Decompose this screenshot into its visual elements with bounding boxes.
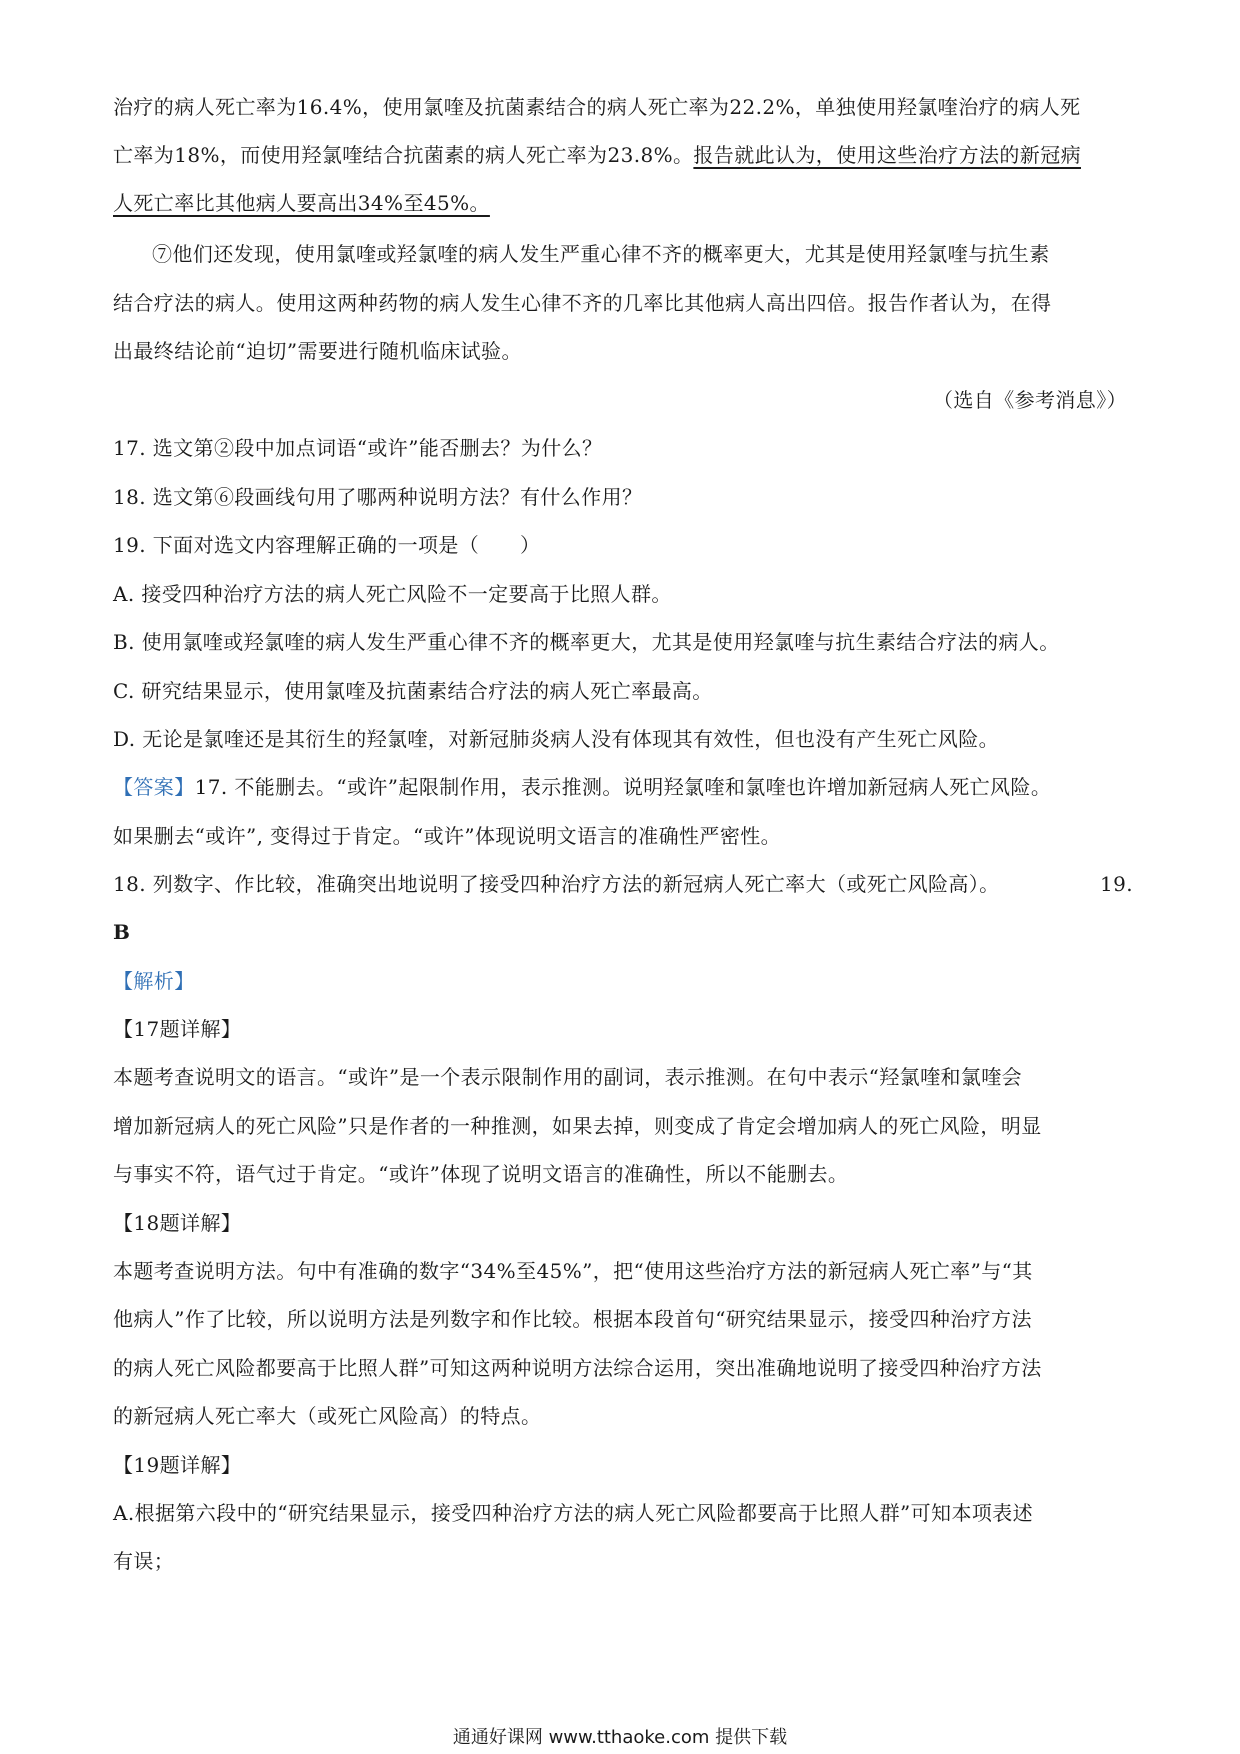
analysis-text: 与事实不符，语气过于肯定。“或许”体现了说明文语言的准确性，所以不能删去。	[113, 1162, 849, 1186]
source-citation: （选自《参考消息》）	[933, 388, 1127, 412]
option-a: A. 接受四种治疗方法的病人死亡风险不一定要高于比照人群。	[113, 582, 672, 606]
page-footer: 通通好课网 www.tthaoke.com 提供下载	[452, 1727, 788, 1748]
answer-line	[113, 869, 1133, 899]
option-c: C. 研究结果显示，使用氯喹及抗菌素结合疗法的病人死亡率最高。	[113, 679, 713, 703]
analysis-text: 他病人”作了比较，所以说明方法是列数字和作比较。根据本段首句“研究结果显示，接受四种治疗方法	[113, 1307, 1032, 1331]
analysis-text: A.根据第六段中的“研究结果显示，接受四种治疗方法的病人死亡风险都要高于比照人群”可知本项表述	[113, 1501, 1034, 1525]
question-17: 17. 选文第②段中加点词语“或许”能否删去？为什么？	[113, 436, 603, 460]
answer-line	[113, 772, 1133, 802]
paragraph-7: ⑦他们还发现，使用氯喹或羟氯喹的病人发生严重心律不齐的概率更大，尤其是使用羟氯喹与抗生素	[152, 242, 1050, 266]
answer-17: 17. 不能删去。“或许”起限制作用，表示推测。说明羟氯喹和氯喹也许增加新冠病人死亡风险。	[194, 775, 1052, 799]
analysis-text: 的新冠病人死亡率大（或死亡风险高）的特点。	[113, 1404, 542, 1428]
answer-19-number: 19.	[1099, 872, 1133, 896]
article-line: 出最终结论前“迫切”需要进行随机临床试验。	[113, 339, 522, 363]
analysis-text: 有误；	[113, 1549, 175, 1573]
underlined-sentence: 人死亡率比其他病人要高出34%至45%。	[113, 191, 490, 215]
answer-19-value: B	[113, 920, 131, 944]
question-19: 19. 下面对选文内容理解正确的一项是（ ）	[113, 533, 541, 557]
underlined-sentence: 报告就此认为，使用这些治疗方法的新冠病	[693, 143, 1081, 167]
answer-17-cont: 如果删去“或许”, 变得过于肯定。“或许”体现说明文语言的准确性严密性。	[113, 824, 782, 848]
detail-heading-18: 【18题详解】	[113, 1211, 242, 1235]
analysis-text: 本题考查说明文的语言。“或许”是一个表示限制作用的副词，表示推测。在句中表示“羟氯喹和氯喹会	[113, 1065, 1023, 1089]
detail-heading-17: 【17题详解】	[113, 1017, 242, 1041]
analysis-text: 增加新冠病人的死亡风险”只是作者的一种推测，如果去掉，则变成了肯定会增加病人的死亡风险，明显	[113, 1114, 1042, 1138]
analysis-tag: 【解析】	[113, 969, 195, 993]
answer-tag: 【答案】	[113, 775, 195, 799]
question-18: 18. 选文第⑥段画线句用了哪两种说明方法？有什么作用？	[113, 485, 643, 509]
article-text: 亡率为18%，而使用羟氯喹结合抗菌素的病人死亡率为23.8%。	[113, 143, 694, 167]
answer-18: 18. 列数字、作比较，准确突出地说明了接受四种治疗方法的新冠病人死亡率大（或死亡风险高）。	[113, 872, 1000, 896]
article-line	[113, 140, 1133, 170]
article-line: 结合疗法的病人。使用这两种药物的病人发生心律不齐的几率比其他病人高出四倍。报告作者认为，在得	[113, 291, 1052, 315]
option-d: D. 无论是氯喹还是其衍生的羟氯喹，对新冠肺炎病人没有体现其有效性，但也没有产生死亡风险。	[113, 727, 1000, 751]
article-line: 治疗的病人死亡率为16.4%，使用氯喹及抗菌素结合的病人死亡率为22.2%，单独使用羟氯喹治疗的病人死	[113, 95, 1081, 119]
article-line	[113, 188, 1133, 218]
detail-heading-19: 【19题详解】	[113, 1453, 242, 1477]
analysis-text: 的病人死亡风险都要高于比照人群”可知这两种说明方法综合运用，突出准确地说明了接受四种治疗方法	[113, 1356, 1042, 1380]
option-b: B. 使用氯喹或羟氯喹的病人发生严重心律不齐的概率更大，尤其是使用羟氯喹与抗生素结合疗法的病人。	[113, 630, 1060, 654]
analysis-text: 本题考查说明方法。句中有准确的数字“34%至45%”，把“使用这些治疗方法的新冠病人死亡率”与“其	[113, 1259, 1033, 1283]
